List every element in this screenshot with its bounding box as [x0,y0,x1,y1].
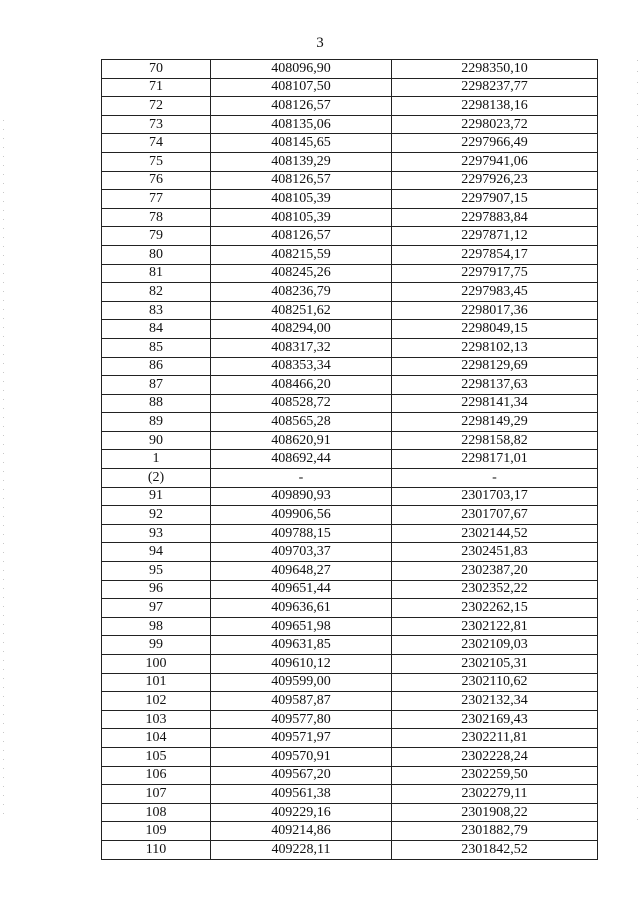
table-row [102,152,598,171]
x-coordinate-cell: 409651,98 [211,617,392,636]
y-coordinate-cell: 2302105,31 [392,655,598,674]
x-coordinate-cell: 408107,50 [211,78,392,97]
table-row [102,264,598,283]
point-number-cell: 97 [102,599,211,618]
page-number: 3 [316,35,324,51]
scan-edge-left [3,120,4,820]
x-coordinate-cell: - [211,469,392,488]
y-coordinate-cell: 2301703,17 [392,487,598,506]
point-number-cell: 108 [102,803,211,822]
table-row [102,171,598,190]
x-coordinate-cell: 408215,59 [211,245,392,264]
x-coordinate-cell: 408528,72 [211,394,392,413]
x-coordinate-cell: 409631,85 [211,636,392,655]
x-coordinate-cell: 408317,32 [211,338,392,357]
table-row [102,636,598,655]
x-coordinate-cell: 409636,61 [211,599,392,618]
y-coordinate-cell: 2302169,43 [392,710,598,729]
x-coordinate-cell: 409570,91 [211,747,392,766]
y-coordinate-cell: 2302228,24 [392,747,598,766]
point-number-cell: 77 [102,190,211,209]
y-coordinate-cell: 2297983,45 [392,283,598,302]
y-coordinate-cell: 2297907,15 [392,190,598,209]
x-coordinate-cell: 408135,06 [211,115,392,134]
table-row [102,840,598,859]
y-coordinate-cell: 2298158,82 [392,431,598,450]
point-number-cell: 103 [102,710,211,729]
x-coordinate-cell: 408565,28 [211,413,392,432]
y-coordinate-cell: 2297941,06 [392,152,598,171]
table-row [102,673,598,692]
table-row [102,208,598,227]
y-coordinate-cell: 2302352,22 [392,580,598,599]
x-coordinate-cell: 409228,11 [211,840,392,859]
point-number-cell: 86 [102,357,211,376]
y-coordinate-cell: 2297966,49 [392,134,598,153]
point-number-cell: 74 [102,134,211,153]
y-coordinate-cell: 2302132,34 [392,692,598,711]
y-coordinate-cell: 2302259,50 [392,766,598,785]
x-coordinate-cell: 408105,39 [211,190,392,209]
table-row [102,487,598,506]
x-coordinate-cell: 408692,44 [211,450,392,469]
y-coordinate-cell: 2297926,23 [392,171,598,190]
point-number-cell: 98 [102,617,211,636]
table-row [102,78,598,97]
table-row [102,431,598,450]
y-coordinate-cell: 2298017,36 [392,301,598,320]
y-coordinate-cell: - [392,469,598,488]
point-number-cell: 83 [102,301,211,320]
table-row [102,617,598,636]
coordinates-table-body [102,60,598,860]
table-row [102,450,598,469]
x-coordinate-cell: 409651,44 [211,580,392,599]
point-number-cell: 93 [102,524,211,543]
x-coordinate-cell: 408139,29 [211,152,392,171]
x-coordinate-cell: 408145,65 [211,134,392,153]
x-coordinate-cell: 408126,57 [211,171,392,190]
y-coordinate-cell: 2297883,84 [392,208,598,227]
y-coordinate-cell: 2302144,52 [392,524,598,543]
table-row [102,692,598,711]
x-coordinate-cell: 408251,62 [211,301,392,320]
table-row [102,376,598,395]
x-coordinate-cell: 408466,20 [211,376,392,395]
table-row [102,599,598,618]
table-row [102,338,598,357]
y-coordinate-cell: 2302262,15 [392,599,598,618]
y-coordinate-cell: 2298023,72 [392,115,598,134]
table-row [102,655,598,674]
table-row [102,115,598,134]
point-number-cell: 81 [102,264,211,283]
y-coordinate-cell: 2301707,67 [392,506,598,525]
point-number-cell: 106 [102,766,211,785]
y-coordinate-cell: 2298137,63 [392,376,598,395]
x-coordinate-cell: 409577,80 [211,710,392,729]
y-coordinate-cell: 2298149,29 [392,413,598,432]
x-coordinate-cell: 409214,86 [211,822,392,841]
point-number-cell: 110 [102,840,211,859]
y-coordinate-cell: 2302387,20 [392,562,598,581]
y-coordinate-cell: 2302451,83 [392,543,598,562]
y-coordinate-cell: 2298350,10 [392,60,598,79]
point-number-cell: 105 [102,747,211,766]
point-number-cell: 82 [102,283,211,302]
table-row [102,469,598,488]
x-coordinate-cell: 409587,87 [211,692,392,711]
point-number-cell: 96 [102,580,211,599]
table-row [102,710,598,729]
table-row [102,301,598,320]
x-coordinate-cell: 409229,16 [211,803,392,822]
x-coordinate-cell: 408353,34 [211,357,392,376]
y-coordinate-cell: 2301882,79 [392,822,598,841]
x-coordinate-cell: 409567,20 [211,766,392,785]
point-number-cell: 1 [102,450,211,469]
table-row [102,524,598,543]
y-coordinate-cell: 2297917,75 [392,264,598,283]
point-number-cell: 88 [102,394,211,413]
table-row [102,785,598,804]
point-number-cell: 89 [102,413,211,432]
table-row [102,245,598,264]
table-row [102,729,598,748]
x-coordinate-cell: 409906,56 [211,506,392,525]
point-number-cell: 73 [102,115,211,134]
table-row [102,543,598,562]
point-number-cell: 84 [102,320,211,339]
point-number-cell: 76 [102,171,211,190]
table-row [102,227,598,246]
table-row [102,190,598,209]
point-number-cell: 99 [102,636,211,655]
table-row [102,803,598,822]
y-coordinate-cell: 2298102,13 [392,338,598,357]
x-coordinate-cell: 408236,79 [211,283,392,302]
point-number-cell: 101 [102,673,211,692]
y-coordinate-cell: 2298141,34 [392,394,598,413]
point-number-cell: 91 [102,487,211,506]
point-number-cell: 80 [102,245,211,264]
point-number-cell: 72 [102,97,211,116]
point-number-cell: 94 [102,543,211,562]
point-number-cell: 92 [102,506,211,525]
point-number-cell: 79 [102,227,211,246]
point-number-cell: 85 [102,338,211,357]
x-coordinate-cell: 408096,90 [211,60,392,79]
x-coordinate-cell: 408105,39 [211,208,392,227]
point-number-cell: 109 [102,822,211,841]
x-coordinate-cell: 409648,27 [211,562,392,581]
y-coordinate-cell: 2302211,81 [392,729,598,748]
point-number-cell: 90 [102,431,211,450]
table-row [102,747,598,766]
x-coordinate-cell: 408126,57 [211,227,392,246]
y-coordinate-cell: 2301842,52 [392,840,598,859]
y-coordinate-cell: 2298138,16 [392,97,598,116]
point-number-cell: 107 [102,785,211,804]
x-coordinate-cell: 409571,97 [211,729,392,748]
point-number-cell: 87 [102,376,211,395]
point-number-cell: 70 [102,60,211,79]
point-number-cell: 75 [102,152,211,171]
table-row [102,413,598,432]
point-number-cell: 102 [102,692,211,711]
table-row [102,766,598,785]
y-coordinate-cell: 2302110,62 [392,673,598,692]
x-coordinate-cell: 409788,15 [211,524,392,543]
table-row [102,822,598,841]
y-coordinate-cell: 2297854,17 [392,245,598,264]
table-row [102,97,598,116]
table-row [102,357,598,376]
x-coordinate-cell: 409890,93 [211,487,392,506]
y-coordinate-cell: 2298171,01 [392,450,598,469]
point-number-cell: 100 [102,655,211,674]
table-row [102,562,598,581]
y-coordinate-cell: 2297871,12 [392,227,598,246]
y-coordinate-cell: 2302279,11 [392,785,598,804]
point-number-cell: (2) [102,469,211,488]
y-coordinate-cell: 2301908,22 [392,803,598,822]
coordinates-table [101,59,598,860]
point-number-cell: 104 [102,729,211,748]
x-coordinate-cell: 409599,00 [211,673,392,692]
y-coordinate-cell: 2298129,69 [392,357,598,376]
x-coordinate-cell: 409561,38 [211,785,392,804]
table-row [102,394,598,413]
x-coordinate-cell: 409703,37 [211,543,392,562]
point-number-cell: 78 [102,208,211,227]
point-number-cell: 71 [102,78,211,97]
table-row [102,60,598,79]
x-coordinate-cell: 408245,26 [211,264,392,283]
y-coordinate-cell: 2298237,77 [392,78,598,97]
x-coordinate-cell: 408126,57 [211,97,392,116]
table-row [102,134,598,153]
y-coordinate-cell: 2302109,03 [392,636,598,655]
x-coordinate-cell: 408294,00 [211,320,392,339]
point-number-cell: 95 [102,562,211,581]
table-row [102,506,598,525]
y-coordinate-cell: 2298049,15 [392,320,598,339]
table-row [102,320,598,339]
table-row [102,580,598,599]
table-row [102,283,598,302]
scan-edge-right [637,60,638,820]
y-coordinate-cell: 2302122,81 [392,617,598,636]
x-coordinate-cell: 408620,91 [211,431,392,450]
x-coordinate-cell: 409610,12 [211,655,392,674]
